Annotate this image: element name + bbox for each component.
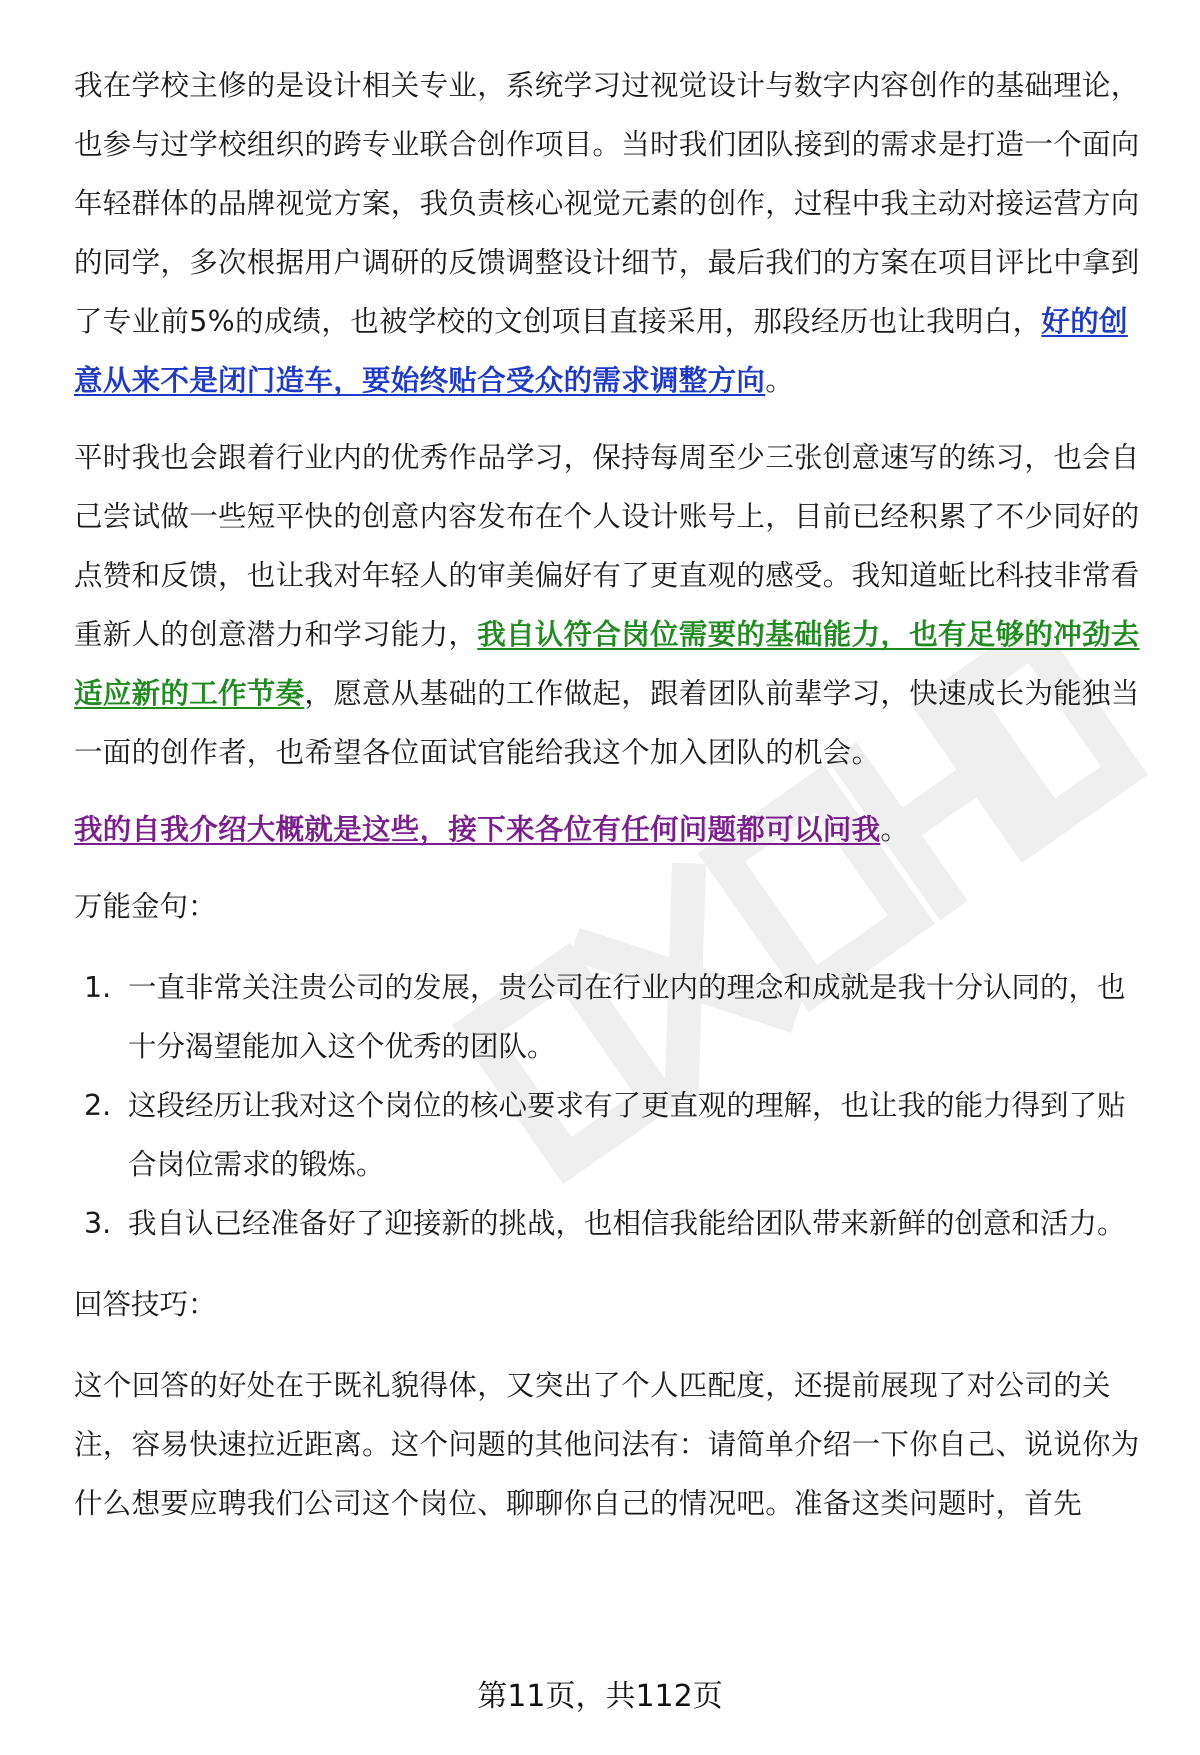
highlight-green: 我自认符合岗位需要的基础能力，也有足够的冲劲去适应新的工作节奏 <box>74 618 1140 710</box>
paragraph-practice-text: 平时我也会跟着行业内的优秀作品学习，保持每周至少三张创意速写的练习，也会自己尝试做一些短平快的创意内容发布在个人设计账号上，目前已经积累了不少同好的点赞和反馈，也让我对年轻人的审美偏好有了更直观的感受。我知道蚯比科技非常看重新人的创意潜力和学习能力， <box>74 441 1140 651</box>
document-body <box>74 56 1152 1533</box>
paragraph-intro <box>74 56 1152 410</box>
list-item-number: 2. <box>84 1089 112 1122</box>
list-item-text: 这段经历让我对这个岗位的核心要求有了更直观的理解，也让我的能力得到了贴合岗位需求的锻炼。 <box>128 1089 1126 1181</box>
paragraph-practice-end: ，愿意从基础的工作做起，跟着团队前辈学习，快速成长为能独当一面的创作者，也希望各位面试官能给我这个加入团队的机会。 <box>74 677 1140 769</box>
list-item-number: 1. <box>84 971 112 1004</box>
paragraph-closing-end: 。 <box>880 813 910 846</box>
list-item-text: 一直非常关注贵公司的发展，贵公司在行业内的理念和成就是我十分认同的，也十分渴望能加入这个优秀的团队。 <box>128 971 1126 1063</box>
paragraph-intro-end: 。 <box>765 364 795 397</box>
golden-sentences-list <box>74 958 1152 1253</box>
list-item-number: 3. <box>84 1207 112 1240</box>
paragraph-intro-text: 我在学校主修的是设计相关专业，系统学习过视觉设计与数字内容创作的基础理论，也参与过学校组织的跨专业联合创作项目。当时我们团队接到的需求是打造一个面向年轻群体的品牌视觉方案，我负责核心视觉元素的创作，过程中我主动对接运营方向的同学，多次根据用户调研的反馈调整设计细节，最后我们的方案在项目评比中拿到了专业前5%的成绩，也被学校的文创项目直接采用，那段经历也让我明白， <box>74 69 1140 338</box>
highlight-purple: 我的自我介绍大概就是这些，接下来各位有任何问题都可以问我 <box>74 813 881 846</box>
list-item <box>74 1194 1152 1253</box>
list-item <box>74 1076 1152 1194</box>
list-item <box>74 958 1152 1076</box>
paragraph-tips: 这个回答的好处在于既礼貌得体，又突出了个人匹配度，还提前展现了对公司的关注，容易快速拉近距离。这个问题的其他问法有：请简单介绍一下你自己、说说你为什么想要应聘我们公司这个岗位、聊聊你自己的情况吧。准备这类问题时，首先 <box>74 1369 1140 1520</box>
highlight-blue: 好的创意从来不是闭门造车，要始终贴合受众的需求调整方向 <box>74 305 1128 397</box>
list-item-text: 我自认已经准备好了迎接新的挑战，也相信我能给团队带来新鲜的创意和活力。 <box>128 1207 1126 1240</box>
page-number: 第11页，共112页 <box>477 1679 723 1714</box>
tips-label: 回答技巧： <box>74 1288 217 1321</box>
paragraph-practice <box>74 428 1152 782</box>
golden-sentences-label: 万能金句： <box>74 890 217 923</box>
paragraph-closing <box>74 800 1152 859</box>
